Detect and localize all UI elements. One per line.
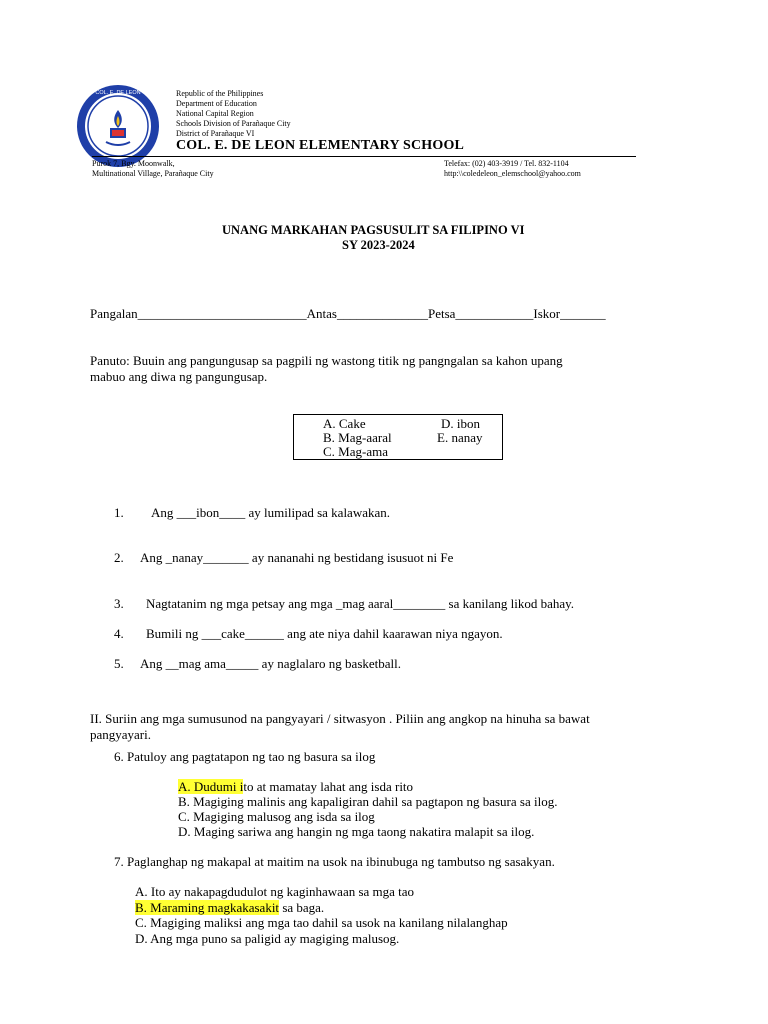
choice-d: D. ibon [441,416,480,431]
part2-instructions-line-1: II. Suriin ang mga sumusunod na pangyayari / sitwasyon . Piliin ang angkop na hinuha sa bawat [90,711,590,726]
q7-option-b [135,900,324,915]
item-number: 2. [114,550,124,565]
option-text: sa baga. [279,900,325,915]
highlighted-answer: B. Maraming magkakasakit [135,900,280,915]
student-info-line: Pangalan__________________________Antas______________Petsa____________Iskor_______ [90,306,606,321]
instructions-line-1: Panuto: Buuin ang pangungusap sa pagpili ng wastong titik ng pangngalan sa kahon upang [90,353,563,368]
header-line: District of Parañaque VI [176,129,255,138]
item-number: 5. [114,656,124,671]
school-name: COL. E. DE LEON ELEMENTARY SCHOOL [176,138,465,153]
exam-title: UNANG MARKAHAN PAGSUSULIT SA FILIPINO VI [222,223,525,237]
choice-c: C. Mag-ama [323,444,388,459]
telefax: Telefax: (02) 403-3919 / Tel. 832-1104 [444,159,569,168]
school-contact [444,159,581,179]
highlighted-answer: A. Dudumi i [178,779,244,794]
item-number: 4. [114,626,124,641]
school-address [92,159,214,179]
item-text: Ang ___ibon____ ay lumilipad sa kalawakan. [151,505,391,520]
header-line: National Capital Region [176,109,254,118]
part2-instructions-line-2: pangyayari. [90,727,152,742]
item-text: Ang __mag ama_____ ay naglalaro ng basketball. [140,656,402,671]
q6-option-b: B. Magiging malinis ang kapaligiran dahil sa pagtapon ng basura sa ilog. [178,794,558,809]
item-number: 1. [114,505,124,520]
item-text: Nagtatanim ng mga petsay ang mga _mag aaral________ sa kanilang likod bahay. [146,596,575,611]
school-url: http:\\coledeleon_elemschool@yahoo.com [444,169,581,178]
item-text: Bumili ng ___cake______ ang ate niya dahil kaarawan niya ngayon. [146,626,503,641]
q7-option-c: C. Magiging maliksi ang mga tao dahil sa usok na kanilang nilalanghap [135,915,508,930]
header-agency-lines [176,89,291,139]
header-divider [92,156,636,157]
svg-text:COL. E. DE LEON: COL. E. DE LEON [95,90,141,96]
address-line: Purok 7, Bgy. Moonwalk, [92,159,175,168]
item-text: Ang _nanay_______ ay nananahi ng bestidang isusuot ni Fe [140,550,454,565]
q6-option-a [178,779,413,794]
q7-option-a: A. Ito ay nakapagdudulot ng kaginhawaan sa mga tao [135,884,415,899]
q6-option-c: C. Magiging malusog ang isda sa ilog [178,809,375,824]
question-6-stem: 6. Patuloy ang pagtatapon ng tao ng basura sa ilog [114,749,376,764]
header-line: Department of Education [176,99,257,108]
school-year: SY 2023-2024 [342,238,415,252]
header-line: Republic of the Philippines [176,89,264,98]
choice-b: B. Mag-aaral [323,430,392,445]
header-line: Schools Division of Parañaque City [176,119,291,128]
q7-option-d: D. Ang mga puno sa paligid ay magiging malusog. [135,931,400,946]
item-number: 3. [114,596,124,611]
choice-e: E. nanay [437,430,483,445]
address-line: Multinational Village, Parañaque City [92,169,214,178]
instructions-line-2: mabuo ang diwa ng pangungusap. [90,369,268,384]
option-text: to at mamatay lahat ang isda rito [243,779,414,794]
choice-a: A. Cake [323,416,366,431]
question-7-stem: 7. Paglanghap ng makapal at maitim na usok na ibinubuga ng tambutso ng sasakyan. [114,854,555,869]
choices-box [293,414,503,460]
q6-option-d: D. Maging sariwa ang hangin ng mga taong nakatira malapit sa ilog. [178,824,535,839]
